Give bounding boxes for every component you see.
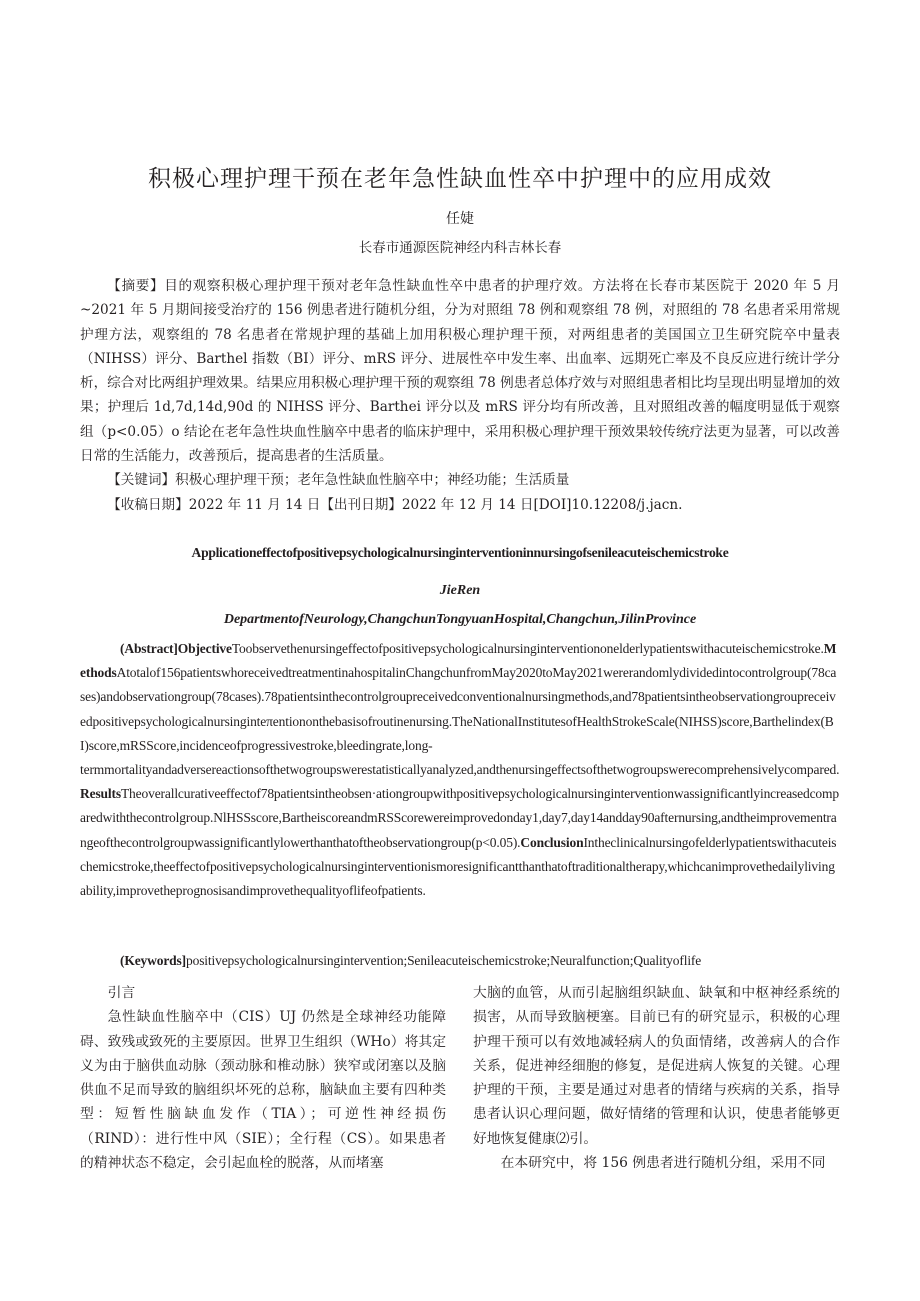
paper-title: 积极心理护理干预在老年急性缺血性卒中护理中的应用成效 xyxy=(148,166,772,192)
body-column-right xyxy=(473,981,840,1175)
keywords-english xyxy=(80,953,840,969)
dates-line xyxy=(80,493,840,517)
affiliation-english: DepartmentofNeurology,ChangchunTongyuanHospital,Changchun,JilinProvince xyxy=(223,612,697,627)
published-label: 【出刊日期】 xyxy=(320,496,402,513)
author-affiliation: 长春市通源医院神经内科吉林长春 xyxy=(358,240,562,256)
abstract-label-english: (Abstract] xyxy=(120,641,178,656)
keywords-text-english: positivepsychologicalnursingintervention;Senileacuteischemicstroke;Neuralfunction;Qualityoflife xyxy=(186,953,702,968)
abstract-label: 【摘要】 xyxy=(107,278,165,294)
received-label: 【收稿日期】 xyxy=(107,496,189,513)
author-name: 任婕 xyxy=(446,211,474,227)
objective-label: Objective xyxy=(177,641,232,656)
methods-text: Atotalof156patientswhoreceivedtreatmentinahospitalinChangchunfromMay2020toMay2021wererandomlydividedintocontrolgroup(78cases)andobservationgroup(78cases).78patientsinthecontrolgroupreceivedconventionalnursingmethods,and78patientsintheobservationgroupreceivedpositivepsychologicalnursinginteπentiononthebasisofroutinenursing.TheNationalInstitutesofHealthStrokeScale(NIHSS)score,Barthelindex(BI)score,mRSScore,incidenceofprogressivestroke,bleedingrate,long- xyxy=(80,665,837,753)
results-text: Theoverallcurativeeffectof78patientsintheobsen·ationgroupwithpositivepsychologicalnursinginterventionwassignificantlyincreasedcomparedwiththecontrolgroup.NlHSSscore,BartheiscoreandmRSScorewereimprovedonday1,day7,day14andday90afternursing,andtheimprovementrangeofthecontrolgroupwassignificantlylowerthanthatoftheobservationgroup(p<0.05). xyxy=(80,786,839,850)
keywords-label-english: (Keywords] xyxy=(120,953,186,968)
section-heading-intro: 引言 xyxy=(107,985,136,1001)
body-paragraph-continued: 大脑的血管，从而引起脑组织缺血、缺氧和中枢神经系统的损害，从而导致脑梗塞。目前已有的研究显示，积极的心理护理干预可以有效地减轻病人的负面情绪，改善病人的合作关系，促进神经细胞的修复，是促进病人恢复的关键。心理护理的干预，主要是通过对患者的情绪与疾病的关系，指导患者认识心理问题，做好情绪的管理和认识，使患者能够更好地恢复健康⑵引。 xyxy=(473,985,840,1147)
abstract-paragraph xyxy=(80,274,840,468)
conclusion-text: Intheclinicalnursingofelderlypatientswithacuteischemicstroke,theeffectofpositivepsychologicalnursinginterventionismoresignificantthanthatoftraditionaltherapy,whichcanimprovethedailylivingability,improvetheprognosisandimprovethequalityoflifeofpatients. xyxy=(80,834,837,899)
methods-text-continued: termmortalityandadversereactionsofthetwogroupswerestatisticallyanalyzed,andthenursingeffectsofthetwogroupswerecomprehensivelycompared. xyxy=(80,762,840,778)
conclusion-label: Conclusion xyxy=(520,834,584,850)
published-date: 2022 年 12 月 14 日 xyxy=(401,496,534,513)
abstract-english-paragraph-2 xyxy=(80,758,840,903)
body-paragraph: 在本研究中，将 156 例患者进行随机分组，采用不同 xyxy=(500,1155,826,1172)
abstract-chinese xyxy=(80,274,840,517)
keywords-line xyxy=(80,468,840,492)
abstract-english xyxy=(80,637,840,903)
objective-text: Toobservethenursingeffectofpositivepsychologicalnursinginterventiononelderlypatientswithacuteischemicstroke. xyxy=(231,641,824,656)
body-column-left xyxy=(80,981,446,1175)
abstract-english-paragraph-1 xyxy=(80,637,840,758)
keywords-text: 积极心理护理干预；老年急性缺血性脑卒中；神经功能；生活质量 xyxy=(175,472,570,489)
body-paragraph: 急性缺血性脑卒中（CIS）UJ 仍然是全球神经功能障碍、致残或致死的主要原因。世界卫生组织（WHo）将其定义为由于脑供血动脉（颈动脉和椎动脉）狭窄或闭塞以及脑供血不足而导致的脑组织坏死的总称，脑缺血主要有四种类型：短暂性脑缺血发作（TIA）；可逆性神经损伤（RIND）：进行性中风（SIE）；全行程（CS）。如果患者的精神状态不稳定，会引起血栓的脱落，从而堵塞 xyxy=(80,1009,446,1172)
received-date: 2022 年 11 月 14 日 xyxy=(188,496,321,513)
methods-label: Methods xyxy=(80,641,837,681)
abstract-text: 目的观察积极心理护理干预对老年急性缺血性卒中患者的护理疗效。方法将在长春市某医院于 2020 年 5 月~2021 年 5 月期间接受治疗的 156 例患者进行随机分组，分为对照组 78 例和观察组 78 例，对照组的 78 名患者采用常规护理方法，观察组的 78 名患者在常规护理的基础上加用积极心理护理干预，对两组患者的美国国立卫生研究院卒中量表（NIHSS）评分、Barthel 指数（BI）评分、mRS 评分、进展性卒中发生率、出血率、远期死亡率及不良反应进行统计学分析，综合对比两组护理效果。结果应用积极心理护理干预的观察组 78 例患者总体疗效与对照组患者相比均呈现出明显增加的效果；护理后 1d,7d,14d,90d 的 NIHSS 评分、Barthei 评分以及 mRS 评分均有所改善，且对照组改善的幅度明显低于观察组（p<0.05）o 结论在老年急性块血性脑卒中患者的临床护理中，采用积极心理护理干预效果较传统疗法更为显著，可以改善日常的生活能力，改善预后，提高患者的生活质量。 xyxy=(80,278,840,465)
keywords-label: 【关键词】 xyxy=(107,472,176,489)
results-label: Results xyxy=(80,786,121,802)
author-name-english: JieRen xyxy=(439,583,481,598)
paper-title-english: Applicationeffectofpositivepsychologicalnursinginterventioninnursingofsenileacuteischemicstroke xyxy=(191,545,729,560)
doi: [DOI]10.12208/j.jacn. xyxy=(533,496,683,513)
